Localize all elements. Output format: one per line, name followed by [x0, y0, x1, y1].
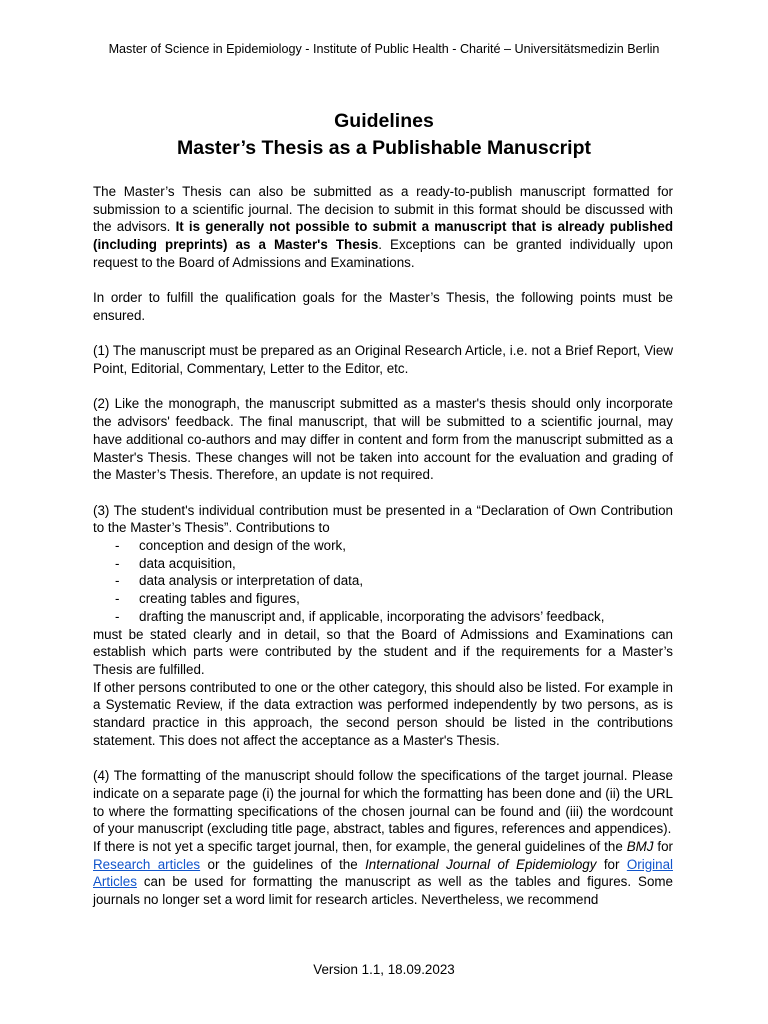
title-line-1: Guidelines [334, 110, 434, 132]
intro-paragraph-2: In order to fulfill the qualification goals for the Master’s Thesis, the following points must be ensured. [93, 290, 673, 323]
text-segment: or the guidelines of the [200, 856, 366, 872]
contribution-list [93, 537, 673, 626]
point-1: (1) The manuscript must be prepared as an Original Research Article, i.e. not a Brief Report, View Point, Editorial, Commentary, Letter to the Editor, etc. [93, 343, 673, 376]
text-segment: for [653, 838, 673, 854]
page-title [0, 108, 768, 162]
page-header: Master of Science in Epidemiology - Institute of Public Health - Charité – Universitätsmedizin Berlin [108, 42, 660, 56]
list-item [93, 537, 673, 555]
text-segment: for [596, 856, 627, 872]
point-3-other-persons: If other persons contributed to one or the other category, this should also be listed. For example in a Systematic Review, if the data extraction was performed independently by two persons, as is standard practice in this approach, the second person should be listed in the contributions statement. This does not affect the acceptance as a Master's Thesis. [93, 679, 673, 748]
list-dash: - [115, 538, 120, 553]
point-3-after: must be stated clearly and in detail, so that the Board of Admissions and Examinations can establish which parts were contributed by the student and if the requirements for a Master’s Thesis are fulfilled. [93, 626, 673, 677]
research-articles-link[interactable]: Research articles [93, 856, 201, 872]
text-segment: If there is not yet a specific target journal, then, for example, the general guidelines of the [93, 838, 627, 854]
document-body [93, 183, 673, 909]
intro-text: The Master’s Thesis can also be submitted as a ready-to-publish manuscript formatted for submission to a scientific journal. The decision to submit in this format should be discussed with the advisors. [93, 184, 673, 235]
list-item-text: creating tables and figures, [139, 591, 300, 607]
original-articles-link[interactable]: Original Articles [93, 856, 673, 890]
point-3-intro: (3) The student's individual contribution must be presented in a “Declaration of Own Contribution to the Master’s Thesis”. Contributions to [93, 502, 673, 536]
intro-text-after: . Exceptions can be granted individually upon request to the Board of Admissions and Examinations. [93, 237, 673, 270]
list-item-text: conception and design of the work, [139, 538, 346, 553]
list-item-text: data analysis or interpretation of data, [139, 573, 364, 589]
list-dash: - [115, 555, 120, 571]
point-4-target-journal [93, 838, 673, 909]
intro-bold-statement: It is generally not possible to submit a manuscript that is already published (including preprints) as a Master's Thesis [93, 219, 673, 253]
journal-name-bmj: BMJ [626, 838, 654, 854]
version-footer: Version 1.1, 18.09.2023 [313, 962, 455, 977]
list-dash: - [115, 591, 120, 607]
point-2: (2) Like the monograph, the manuscript submitted as a master's thesis should only incorporate the advisors' feedback. The final manuscript, that will be submitted to a scientific journal, may have additional co-authors and may differ in content and form from the manuscript submitted as a Master's Thesis. These changes will not be taken into account for the evaluation and grading of the Master’s Thesis. Therefore, an update is not required. [93, 396, 673, 483]
text-segment: can be used for formatting the manuscript as well as the tables and figures. Some journals no longer set a word limit for research articles. Nevertheless, we recommend [93, 874, 673, 908]
journal-name-ije: International Journal of Epidemiology [365, 856, 597, 872]
list-item [93, 608, 673, 626]
list-item [93, 590, 673, 608]
point-4: (4) The formatting of the manuscript should follow the specifications of the target journal. Please indicate on a separate page (i) the journal for which the formatting has been done and (ii) the URL to where the formatting specifications of the chosen journal can be found and (iii) the wordcount of your manuscript (excluding title page, abstract, tables and figures, references and appendices). [93, 768, 673, 837]
list-item [93, 572, 673, 590]
list-item-text: drafting the manuscript and, if applicable, incorporating the advisors’ feedback, [139, 608, 605, 624]
intro-paragraph-1 [93, 183, 673, 272]
list-item-text: data acquisition, [139, 555, 236, 571]
list-item [93, 555, 673, 573]
list-dash: - [115, 573, 120, 589]
list-dash: - [115, 608, 120, 624]
title-line-2: Master’s Thesis as a Publishable Manuscript [177, 137, 591, 159]
